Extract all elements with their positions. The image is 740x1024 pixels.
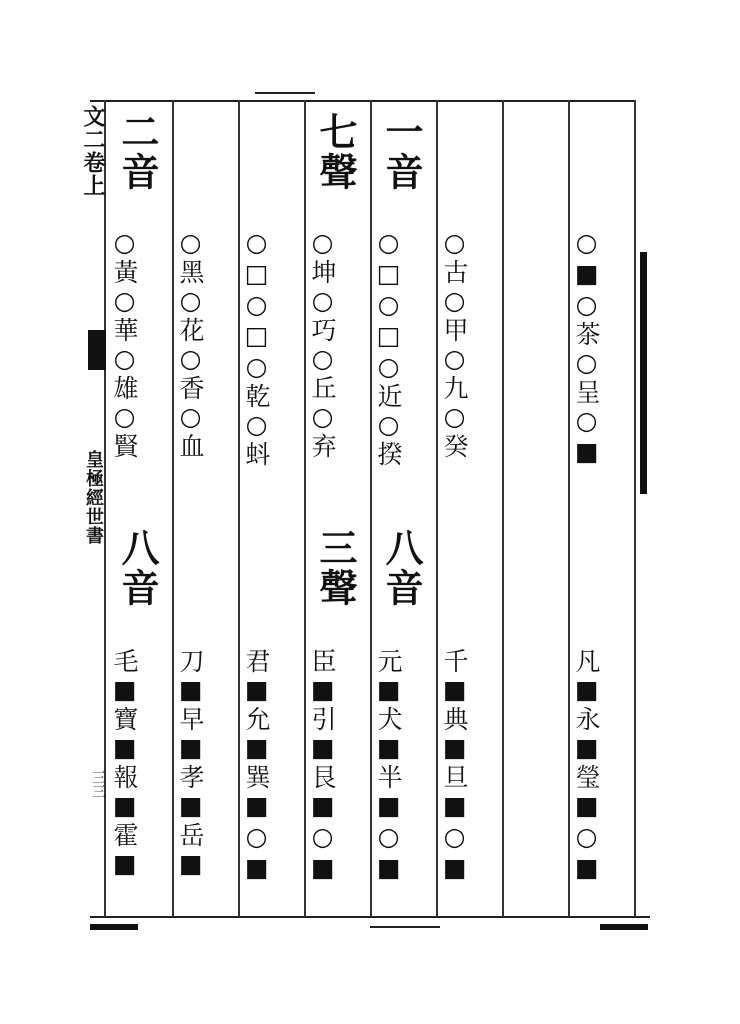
cell: ○■ — [572, 406, 601, 468]
col1-bottom-header: 八音 — [115, 528, 160, 608]
cell: ○丘 — [308, 344, 337, 402]
cell: 永■ — [572, 706, 601, 764]
cell: 毛■ — [110, 648, 139, 706]
col4-top-header: 七聲 — [313, 112, 358, 192]
cell: ○■ — [572, 228, 601, 290]
cell: ○□ — [374, 228, 403, 290]
column-separator — [370, 100, 372, 916]
bottom-right-bar — [600, 924, 648, 930]
col1-top-cells — [112, 228, 137, 460]
column-separator — [172, 100, 174, 916]
cell: ○揆 — [374, 410, 403, 468]
cell: ○■ — [374, 822, 403, 884]
cell: ○黃 — [110, 228, 139, 286]
column-separator — [568, 100, 570, 916]
cell: 巽■ — [242, 764, 271, 822]
cell: ○血 — [176, 402, 205, 460]
cell: ○花 — [176, 286, 205, 344]
col3-bottom-cells — [244, 648, 269, 884]
col5-top-header: 一音 — [379, 112, 424, 192]
col4-bottom-cells — [310, 648, 335, 884]
cell: ○近 — [374, 352, 403, 410]
cell: 岳■ — [176, 822, 205, 880]
cell: 霍■ — [110, 822, 139, 880]
col2-top-cells — [178, 228, 203, 460]
top-ornament — [255, 92, 315, 94]
col8-bottom-cells — [574, 648, 599, 884]
bottom-dash — [370, 926, 440, 928]
cell: 旦■ — [440, 764, 469, 822]
cell: ○甲 — [440, 286, 469, 344]
cell: ○弃 — [308, 402, 337, 460]
bottom-left-bar — [90, 924, 138, 930]
bottom-border — [90, 916, 650, 918]
cell: ○巧 — [308, 286, 337, 344]
col1-top-header: 二音 — [115, 112, 160, 192]
col4-top-cells — [310, 228, 335, 460]
cell: 凡■ — [572, 648, 601, 706]
cell: 刀■ — [176, 648, 205, 706]
cell: 犬■ — [374, 706, 403, 764]
cell: ○雄 — [110, 344, 139, 402]
cell: 典■ — [440, 706, 469, 764]
col5-top-cells — [376, 228, 401, 468]
col1-bottom-cells — [112, 648, 137, 880]
cell: 孝■ — [176, 764, 205, 822]
cell: ○九 — [440, 344, 469, 402]
col5-bottom-cells — [376, 648, 401, 884]
cell: ○賢 — [110, 402, 139, 460]
col3-top-cells — [244, 228, 269, 468]
book-title: 皇極經世書 — [83, 450, 104, 545]
col6-top-cells — [442, 228, 467, 460]
right-edge-bar — [640, 252, 647, 494]
col8-top-cells — [574, 228, 599, 468]
column-separator — [634, 100, 636, 916]
column-separator — [436, 100, 438, 916]
cell: 引■ — [308, 706, 337, 764]
cell: 允■ — [242, 706, 271, 764]
cell: ○香 — [176, 344, 205, 402]
column-separator — [502, 100, 504, 916]
col4-bottom-header: 三聲 — [313, 528, 358, 608]
cell: 半■ — [374, 764, 403, 822]
cell: ○■ — [308, 822, 337, 884]
cell: ○茶 — [572, 290, 601, 348]
cell: ○□ — [242, 228, 271, 290]
cell: 瑩■ — [572, 764, 601, 822]
cell: ○■ — [572, 822, 601, 884]
col5-bottom-header: 八音 — [379, 528, 424, 608]
fishtail-mark — [88, 330, 106, 370]
cell: 元■ — [374, 648, 403, 706]
cell: ○■ — [242, 822, 271, 884]
cell: ○□ — [374, 290, 403, 352]
cell: ○黑 — [176, 228, 205, 286]
cell: ○■ — [440, 822, 469, 884]
cell: ○癸 — [440, 402, 469, 460]
cell: ○古 — [440, 228, 469, 286]
cell: 臣■ — [308, 648, 337, 706]
cell: 報■ — [110, 764, 139, 822]
cell: ○□ — [242, 290, 271, 352]
col2-bottom-cells — [178, 648, 203, 880]
margin-top-fragment: 文二卷上 — [80, 105, 106, 197]
cell: ○乾 — [242, 352, 271, 410]
cell: 君■ — [242, 648, 271, 706]
column-separator — [238, 100, 240, 916]
col6-bottom-cells — [442, 648, 467, 884]
cell: ○華 — [110, 286, 139, 344]
cell: ○蚪 — [242, 410, 271, 468]
cell: 千■ — [440, 648, 469, 706]
cell: ○坤 — [308, 228, 337, 286]
column-separator — [304, 100, 306, 916]
cell: 早■ — [176, 706, 205, 764]
cell: ○呈 — [572, 348, 601, 406]
cell: 艮■ — [308, 764, 337, 822]
page-number: 三三 — [90, 770, 106, 798]
cell: 寶■ — [110, 706, 139, 764]
